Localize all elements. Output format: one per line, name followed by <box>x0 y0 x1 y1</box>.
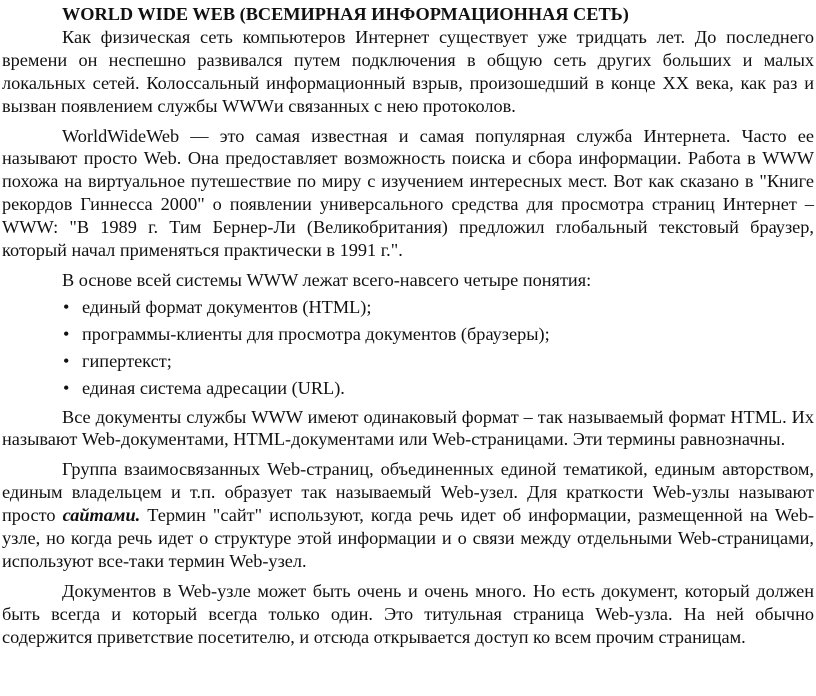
list-item <box>2 296 814 319</box>
bullet-icon: • <box>63 296 70 317</box>
paragraph-web-site-text-2: Термин "сайт" используют, когда речь идет об информации, размещенной на Web-узле, но когда речь идет о структуре этой информации и о связи между отдельными Web-страницами, используют все-таки термин Web-узел. <box>2 505 815 571</box>
list-item <box>2 377 814 400</box>
list-item-text: программы-клиенты для просмотра документов (браузеры); <box>82 323 550 344</box>
paragraph-internet-history: Как физическая сеть компьютеров Интернет существует уже тридцать лет. До последнего времени он неспешно развивался путем подключения в общую сеть других больших и малых локальных сетей. Колоссальный информационный взрыв, произошедший в конце XX века, как раз и вызван появлением службы WWWи связанных с нею протоколов. <box>2 26 814 116</box>
list-item <box>2 323 814 346</box>
list-item-text: единый формат документов (HTML); <box>82 296 372 317</box>
document-page <box>0 3 816 696</box>
paragraph-www-definition: WorldWideWeb — это самая известная и самая популярная служба Интернета. Часто ее называют просто Web. Она предоставляет возможность поиска и сбора информации. Работа в WWW похожа на виртуальное путешествие по миру с изучением интересных мест. Вот как сказано в "Книге рекордов Гиннесса 2000" о появлении универсального средства для просмотра страниц Интернет – WWW: "В 1989 г. Тим Бернер-Ли (Великобритания) предложил глобальный текстовый браузер, который начал применяться практически в 1991 г.". <box>2 125 814 261</box>
bullet-icon: • <box>63 377 70 398</box>
list-item-text: гипертекст; <box>82 350 172 371</box>
paragraph-four-concepts: В основе всей системы WWW лежат всего-навсего четыре понятия: <box>62 269 592 290</box>
concepts-list <box>2 296 814 400</box>
paragraph-web-site <box>2 458 814 573</box>
document-title: WORLD WIDE WEB (ВСЕМИРНАЯ ИНФОРМАЦИОННАЯ СЕТЬ) <box>62 4 629 24</box>
term-sites: сайтами. <box>62 505 141 526</box>
bullet-icon: • <box>63 323 70 344</box>
paragraph-title-page: Документов в Web-узле может быть очень и очень много. Но есть документ, который должен быть всегда и который всегда только один. Это титульная страница Web-узла. На ней обычно содержится приветствие посетителю, и отсюда открывается доступ ко всем прочим страницам. <box>2 580 814 647</box>
paragraph-html-format: Все документы службы WWW имеют одинаковый формат – так называемый формат HTML. Их называют Web-документами, HTML-документами или Web-страницами. Эти термины равнозначны. <box>2 406 814 450</box>
paragraph-web-site-text-1: Группа взаимосвязанных Web-страниц, объединенных единой тематикой, единым авторством, единым владельцем и т.п. образует так называемый Web-узел. Для краткости Web-узлы называют просто <box>2 459 814 526</box>
bullet-icon: • <box>63 350 70 371</box>
list-item <box>2 350 814 373</box>
list-item-text: единая система адресации (URL). <box>82 377 345 398</box>
